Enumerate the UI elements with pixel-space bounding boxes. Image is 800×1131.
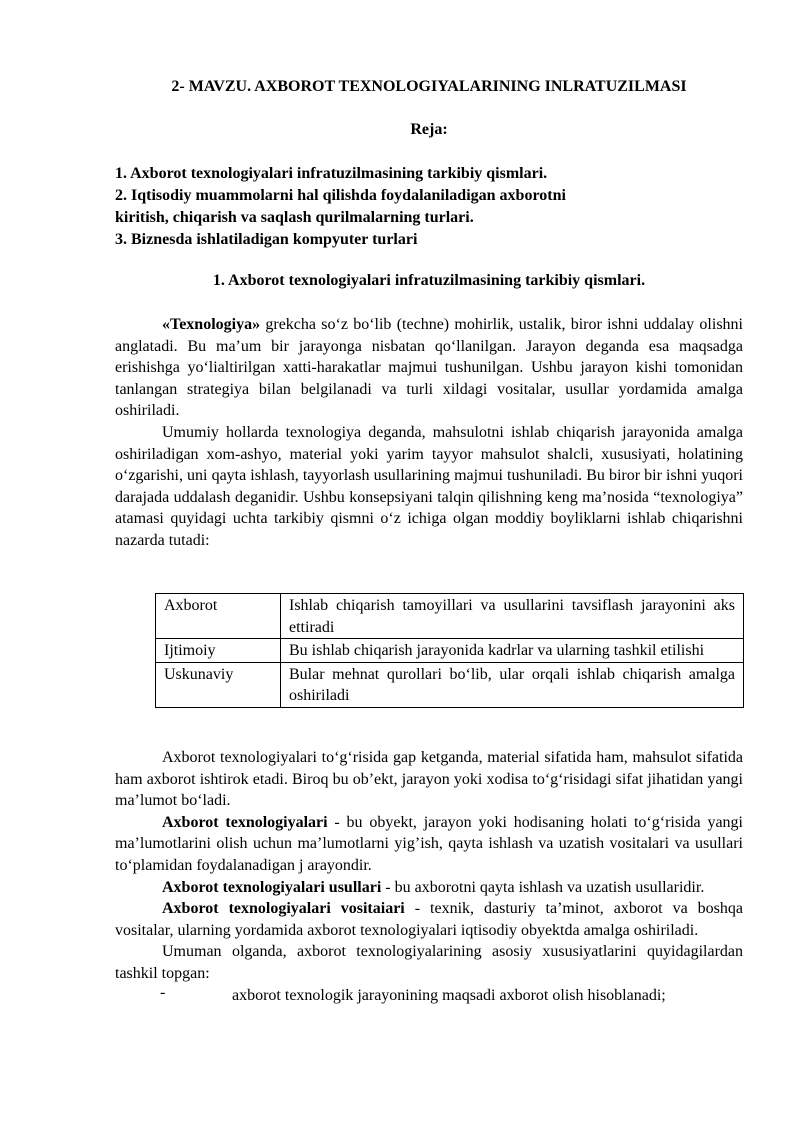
plan-label: Reja: xyxy=(410,121,448,138)
paragraph-text: - bu axborotni qayta ishlash va uzatish usullaridir. xyxy=(381,878,705,896)
paragraph xyxy=(115,812,743,877)
paragraph-text: Axborot texnologiyalari to‘g‘risida gap ketganda, material sifatida ham, mahsulot sifatida ham axborot ishtirok etadi. Biroq bu ob’ekt, jarayon yoki xodisa to‘g‘risidagi sifat jihatidan yangi ma’lumot bo‘ladi. xyxy=(115,749,743,810)
paragraph xyxy=(115,747,743,812)
table-cell-desc: Bu ishlab chiqarish jarayonida kadrlar va ularning tashkil etilishi xyxy=(281,639,744,663)
definitions-text xyxy=(115,747,743,1006)
paragraph xyxy=(115,422,743,552)
section-heading: 1. Axborot texnologiyalari infratuzilmasining tarkibiy qismlari. xyxy=(212,272,646,289)
paragraph-text: Umumiy hollarda texnologiya deganda, mahsulotni ishlab chiqarish jarayonida amalga oshiriladigan xom-ashyo, material yoki yarim tayyor mahsulot shalcli, xususiyati, holatining o‘zgarishi, uni qayta ishlash, tayyorlash usullarining majmui tushuniladi. Bu biror bir ishni yuqori darajada uddalash deganidir. Ushbu konsepsiyani talqin qilishning keng ma’nosida “texnologiya” atamasi quyidagi uchta tarkibiy qismni o‘z ichiga olgan moddiy boyliklarni ishlab chiqarishni nazarda tutadi: xyxy=(115,423,743,549)
plan-list xyxy=(115,163,743,251)
plan-item: kiritish, chiqarish va saqlash qurilmalarning turlari. xyxy=(115,209,474,226)
paragraph-text: - texnik, dasturiy ta’minot, axborot va boshqa vositalar, ularning yordamida axborot texnologiyalari iqtisodiy obyektda amalga oshiriladi. xyxy=(115,900,744,939)
intro-text xyxy=(115,314,743,552)
term-bold: Axborot texnologiyalari xyxy=(162,813,328,831)
components-table xyxy=(155,593,744,708)
paragraph xyxy=(115,314,743,422)
term-bold: Axborot texnologiyalari vositaiari xyxy=(162,900,405,918)
document-title: 2- MAVZU. AXBOROT TEXNOLOGIYALARINING INLRATUZILMASI xyxy=(171,78,687,95)
paragraph-text: grekcha so‘z bo‘lib (techne) mohirlik, ustalik, biror ishni uddalay olishni anglatadi. Bu ma’um bir jarayonga nisbatan qo‘llanilgan. Jarayon deganda esa maqsadga erishishga yo‘lialtirilgan xatti-harakatlar majmui tushunilgan. Ushbu jarayon kishi tomonidan tanlangan strategiya bilan belgilanadi va turli xildagi vositalar, usullar yordamida amalga oshiriladi. xyxy=(115,316,743,420)
paragraph xyxy=(115,877,743,899)
paragraph-text: Umuman olganda, axborot texnologiyalarining asosiy xususiyatlarini quyidagilardan tashkil topgan: xyxy=(115,943,743,982)
paragraph xyxy=(115,898,743,941)
table-cell-name: Ijtimoiy xyxy=(156,639,281,663)
table-row xyxy=(156,639,744,663)
list-item-text: axborot texnologik jarayonining maqsadi axborot olish hisoblanadi; xyxy=(232,986,666,1004)
term-bold: «Texnologiya» xyxy=(162,316,261,333)
table-row xyxy=(156,662,744,707)
plan-item: 1. Axborot texnologiyalari infratuzilmasining tarkibiy qismlari. xyxy=(115,165,548,182)
table-cell-desc: Ishlab chiqarish tamoyillari va usullarini tavsiflash jarayonini aks ettiradi xyxy=(281,594,744,639)
plan-item: 2. Iqtisodiy muammolarni hal qilishda foydalaniladigan axborotni xyxy=(115,187,566,204)
list-dash: - xyxy=(160,983,166,1001)
plan-item: 3. Biznesda ishlatiladigan kompyuter turlari xyxy=(115,231,418,248)
list-item xyxy=(115,985,743,1007)
table-row xyxy=(156,594,744,639)
paragraph-text: - bu obyekt, jarayon yoki hodisaning holati to‘g‘risida yangi ma’lumotlarini olish uchun ma’lumotlarni yig’ish, qayta ishlash va uzatish vositalari va usullari to‘plamidan foydalanadigan j arayondir. xyxy=(115,813,743,874)
paragraph xyxy=(115,941,743,984)
table-cell-name: Axborot xyxy=(156,594,281,639)
table-cell-desc: Bular mehnat qurollari bo‘lib, ular orqali ishlab chiqarish amalga oshiriladi xyxy=(281,662,744,707)
term-bold: Axborot texnologiyalari usullari xyxy=(162,878,382,896)
table-cell-name: Uskunaviy xyxy=(156,662,281,707)
